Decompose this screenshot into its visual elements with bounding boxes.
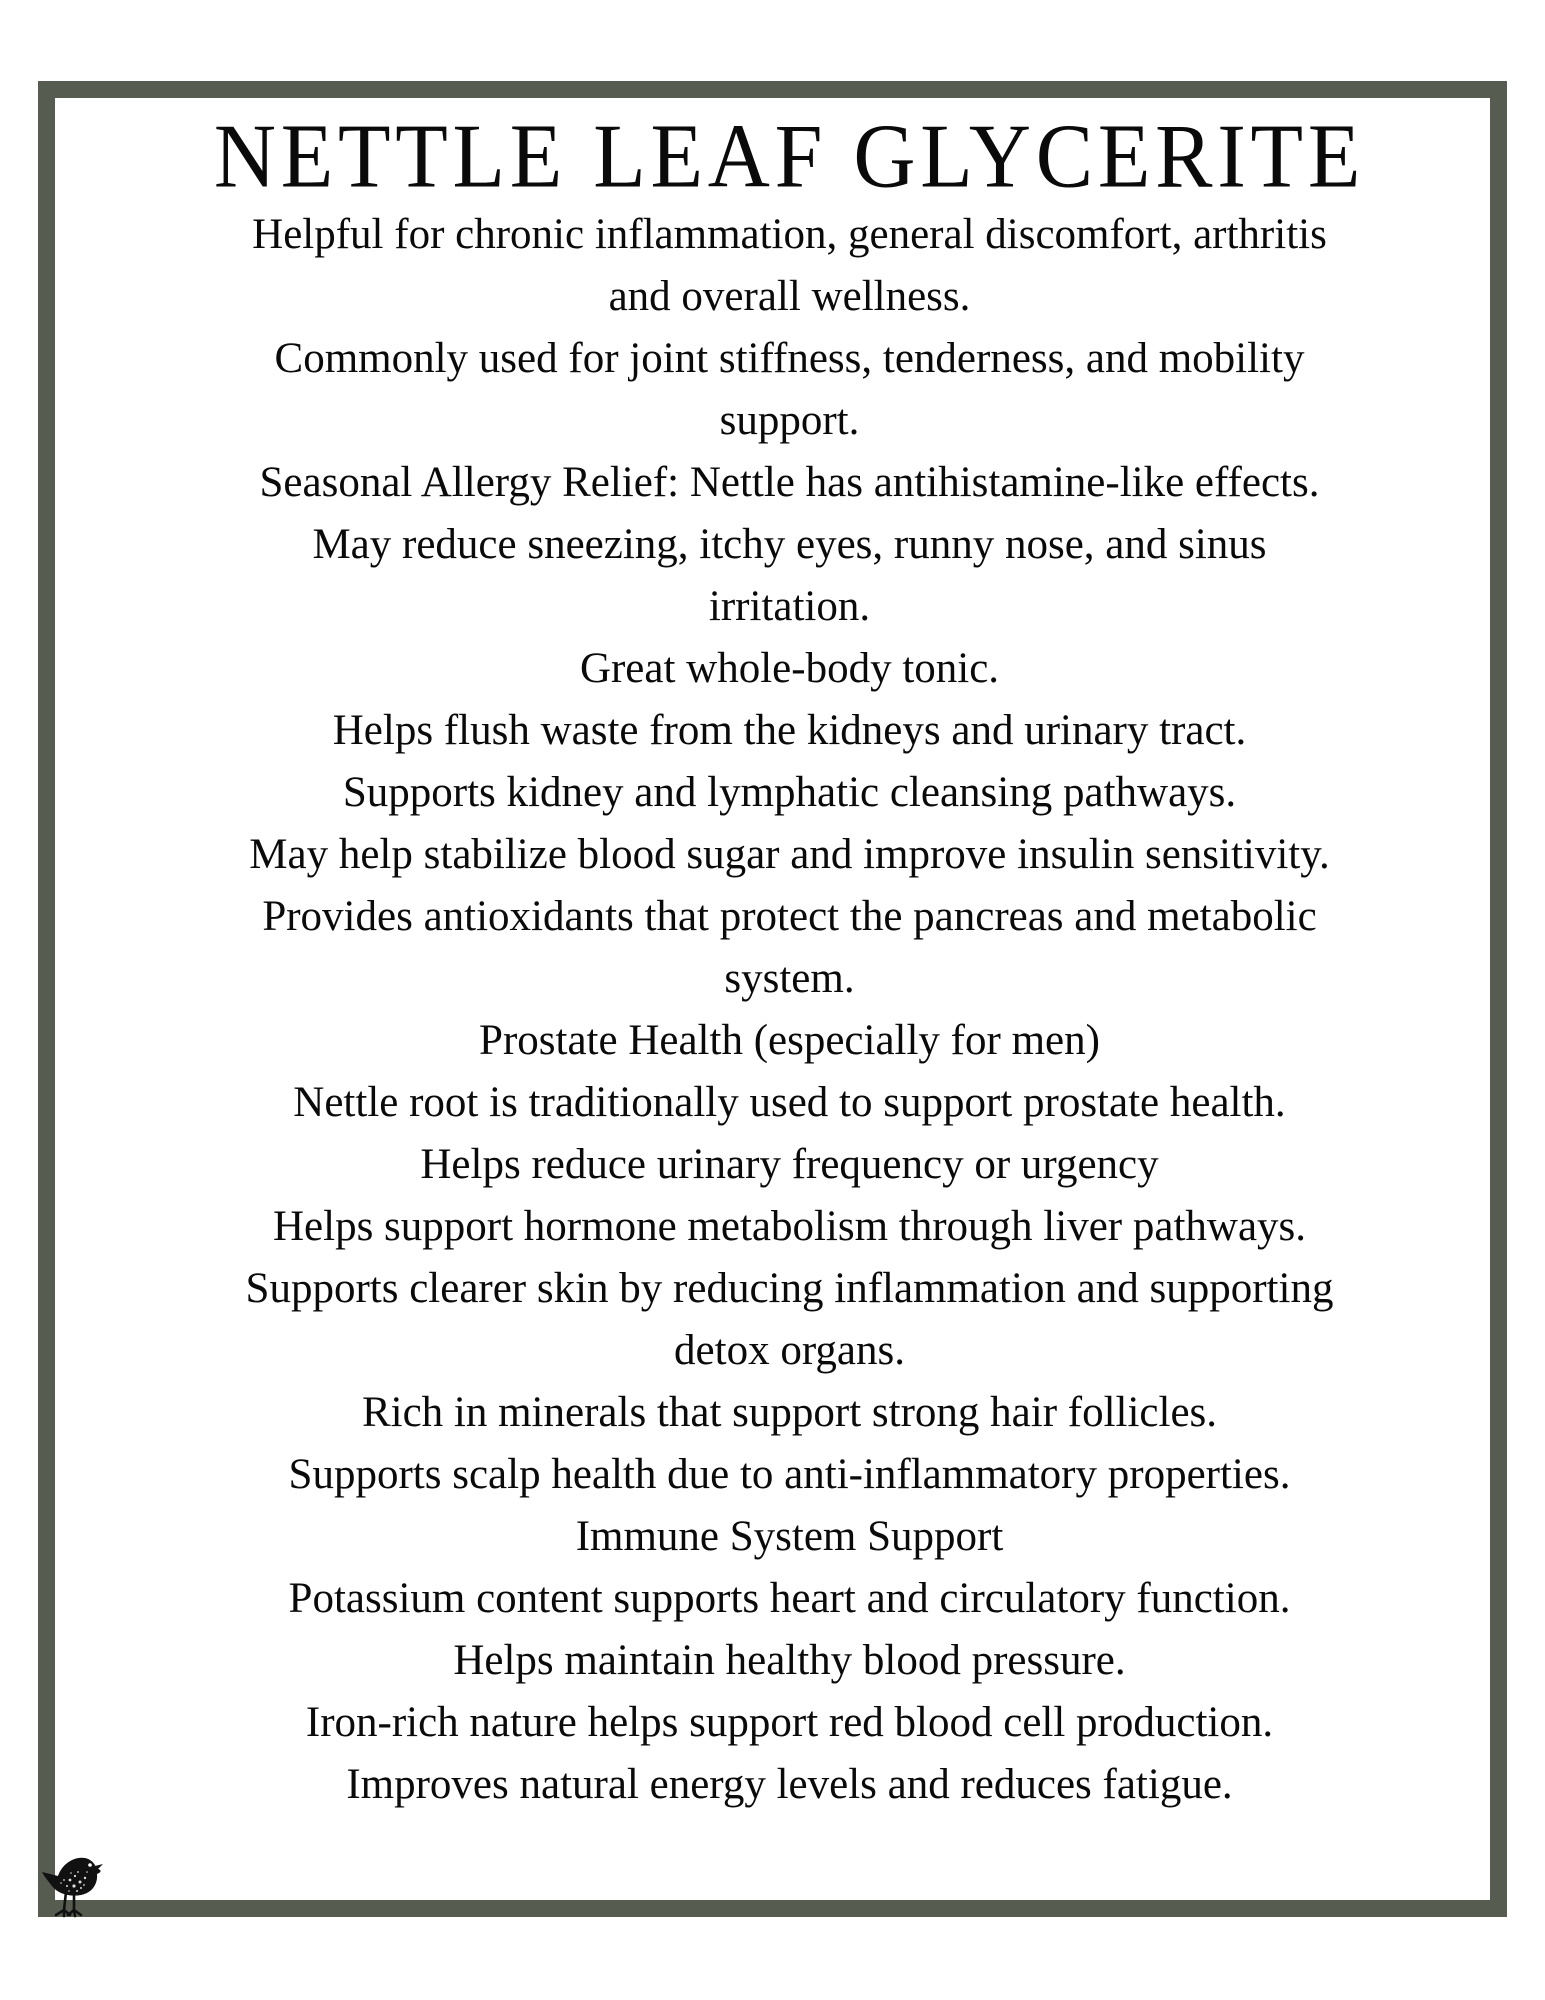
label-frame xyxy=(38,81,1507,1917)
text-line: May help stabilize blood sugar and improve insulin sensitivity. xyxy=(249,831,1330,879)
text-line: Improves natural energy levels and reduces fatigue. xyxy=(346,1761,1233,1809)
text-line: Prostate Health (especially for men) xyxy=(479,1017,1100,1065)
text-line: Potassium content supports heart and circulatory function. xyxy=(288,1575,1291,1623)
text-line: Iron-rich nature helps support red blood cell production. xyxy=(305,1699,1274,1747)
text-line: Helps flush waste from the kidneys and urinary tract. xyxy=(332,707,1247,755)
text-line: detox organs. xyxy=(674,1327,905,1375)
text-line: Rich in minerals that support strong hair follicles. xyxy=(361,1389,1218,1437)
label-content xyxy=(72,98,1507,1816)
text-line: Commonly used for joint stiffness, tenderness, and mobility xyxy=(274,335,1305,383)
text-line: system. xyxy=(724,955,855,1003)
text-line: Helpful for chronic inflammation, general discomfort, arthritis xyxy=(252,211,1327,259)
text-line: Supports kidney and lymphatic cleansing pathways. xyxy=(342,769,1237,817)
text-line: Supports scalp health due to anti-inflammatory properties. xyxy=(288,1451,1291,1499)
text-line: Helps maintain healthy blood pressure. xyxy=(453,1637,1126,1685)
text-line: Supports clearer skin by reducing inflammation and supporting xyxy=(245,1265,1334,1313)
page-title: NETTLE LEAF GLYCERITE xyxy=(213,104,1366,207)
text-line: Helps reduce urinary frequency or urgency xyxy=(420,1141,1159,1189)
text-line: May reduce sneezing, itchy eyes, runny nose, and sinus xyxy=(312,521,1267,569)
text-line: support. xyxy=(719,397,860,445)
text-line: Helps support hormone metabolism through liver pathways. xyxy=(272,1203,1307,1251)
text-line: Provides antioxidants that protect the pancreas and metabolic xyxy=(262,893,1317,941)
text-line: Nettle root is traditionally used to support prostate health. xyxy=(293,1079,1286,1127)
benefits-text xyxy=(72,204,1507,1816)
text-line: Great whole-body tonic. xyxy=(579,645,1000,693)
text-line: Seasonal Allergy Relief: Nettle has antihistamine-like effects. xyxy=(259,459,1320,507)
text-line: and overall wellness. xyxy=(608,273,971,321)
text-line: irritation. xyxy=(708,583,871,631)
text-line: Immune System Support xyxy=(575,1513,1004,1561)
bird-stamp-icon xyxy=(40,1850,104,1918)
